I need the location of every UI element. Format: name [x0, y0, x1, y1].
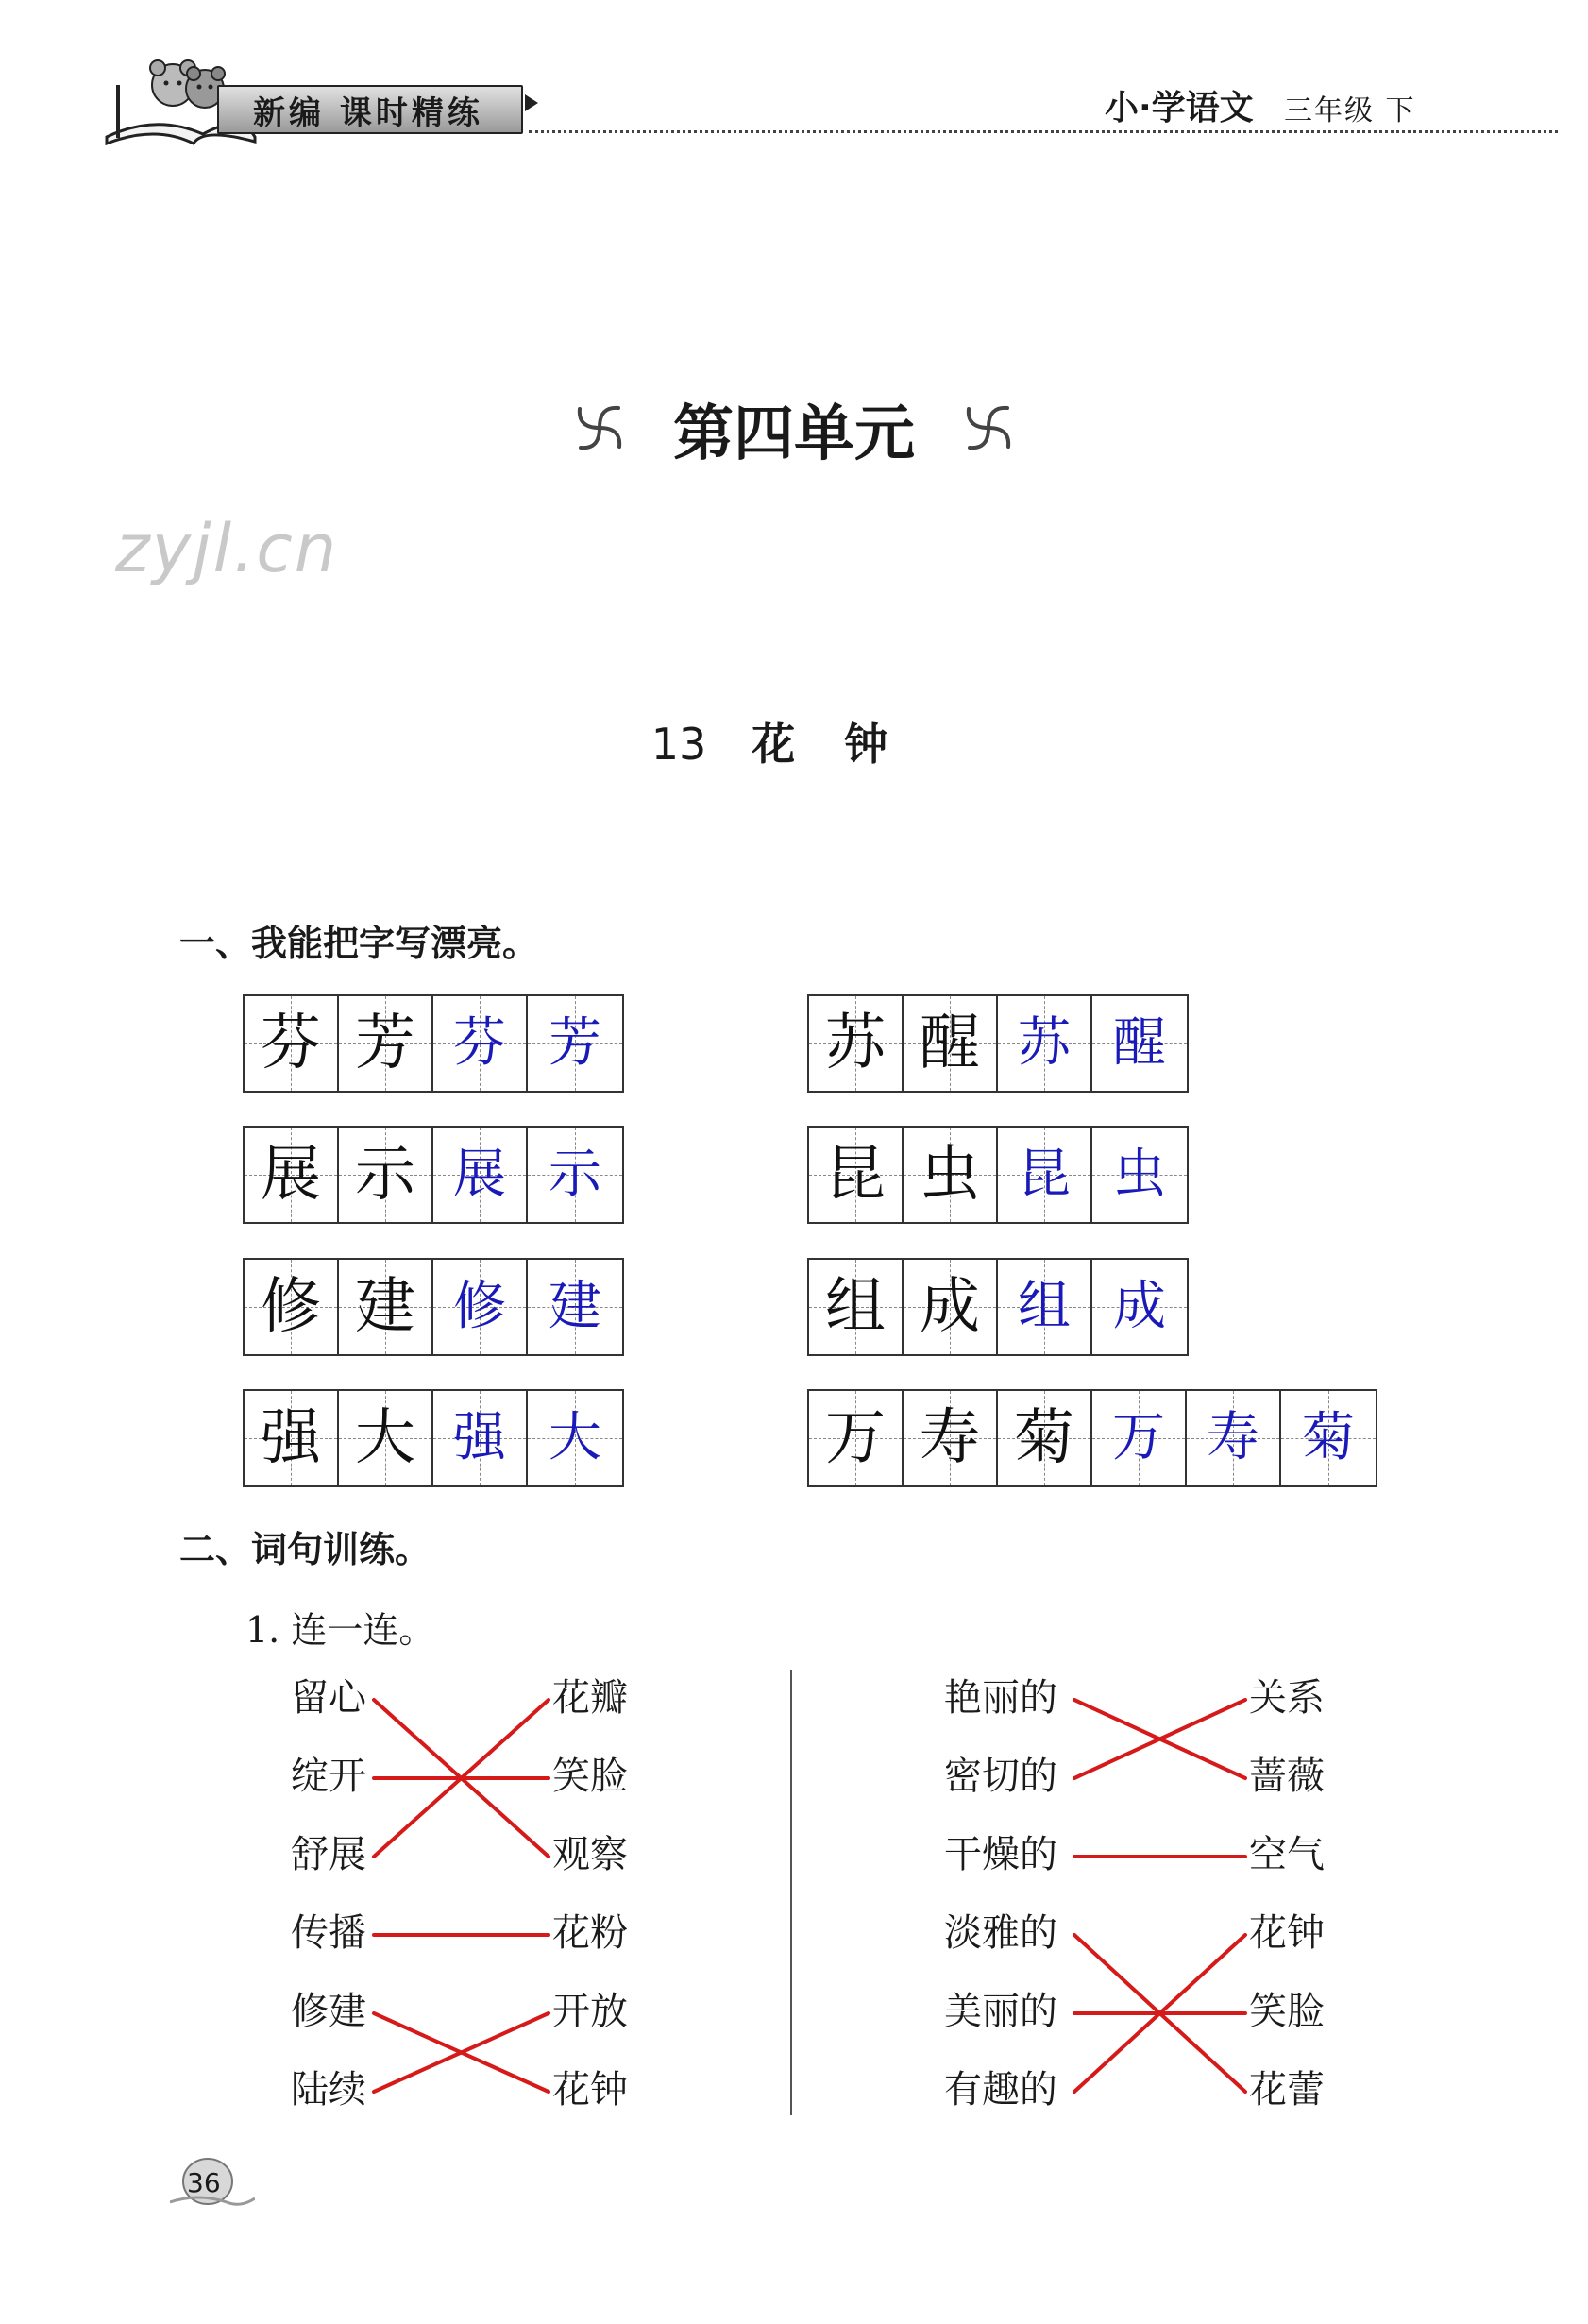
model-character-cell[interactable] [245, 1128, 339, 1222]
watermark: zyjl.cn [115, 510, 339, 587]
written-character-cell[interactable] [433, 1260, 528, 1354]
match-right-word[interactable]: 蔷薇 [1249, 1755, 1325, 1798]
model-character-cell[interactable] [809, 1391, 904, 1485]
written-character: 昆 [1018, 1144, 1071, 1205]
written-character: 建 [549, 1276, 601, 1337]
writing-grid [807, 1389, 1377, 1487]
match-line [374, 1700, 549, 1857]
match-left-word[interactable]: 陆续 [291, 2068, 366, 2112]
model-character-cell[interactable] [998, 1391, 1092, 1485]
match-left-word[interactable]: 淡雅的 [944, 1911, 1057, 1955]
model-character: 大 [355, 1403, 415, 1473]
written-character: 芳 [549, 1012, 601, 1074]
writing-grid [243, 1389, 624, 1487]
match-line [1074, 1700, 1245, 1778]
written-character: 修 [453, 1276, 506, 1337]
written-character-cell[interactable] [1092, 1128, 1187, 1222]
lesson-name: 花钟 [752, 719, 938, 770]
writing-grid [807, 1258, 1189, 1356]
match-right-word[interactable]: 笑脸 [552, 1755, 628, 1798]
match-left-word[interactable]: 密切的 [944, 1755, 1057, 1798]
model-character-cell[interactable] [904, 1128, 998, 1222]
section-1-heading: 一、我能把字写漂亮。 [179, 923, 539, 964]
match-line [1074, 1935, 1245, 2092]
model-character-cell[interactable] [245, 1260, 339, 1354]
written-character-cell[interactable] [1092, 1260, 1187, 1354]
written-character-cell[interactable] [528, 1391, 622, 1485]
written-character-cell[interactable] [1187, 1391, 1281, 1485]
written-character: 苏 [1018, 1012, 1071, 1074]
section-2-heading: 二、词句训练。 [179, 1529, 431, 1570]
model-character-cell[interactable] [339, 1128, 433, 1222]
model-character: 醒 [920, 1009, 980, 1078]
match-right-word[interactable]: 花瓣 [552, 1676, 628, 1720]
grade-label: 三年级 下 [1284, 94, 1416, 127]
model-character-cell[interactable] [339, 1260, 433, 1354]
match-right-word[interactable]: 花钟 [1249, 1911, 1325, 1955]
written-character: 组 [1018, 1276, 1071, 1337]
written-character-cell[interactable] [433, 996, 528, 1091]
match-line [374, 1700, 549, 1857]
written-character: 寿 [1207, 1407, 1259, 1468]
match-left-word[interactable]: 传播 [291, 1911, 366, 1955]
model-character: 成 [920, 1272, 980, 1342]
model-character: 组 [825, 1272, 886, 1342]
written-character: 成 [1113, 1276, 1166, 1337]
match-right-word[interactable]: 开放 [552, 1990, 628, 2033]
model-character: 昆 [825, 1140, 886, 1210]
header-dotted-rule [529, 130, 1558, 133]
model-character: 展 [261, 1140, 321, 1210]
match-left-word[interactable]: 修建 [291, 1990, 366, 2033]
model-character-cell[interactable] [809, 1128, 904, 1222]
written-character-cell[interactable] [528, 996, 622, 1091]
written-character: 大 [549, 1407, 601, 1468]
written-character: 虫 [1113, 1144, 1166, 1205]
match-left-word[interactable]: 有趣的 [944, 2068, 1057, 2112]
model-character-cell[interactable] [339, 996, 433, 1091]
model-character: 示 [355, 1140, 415, 1210]
written-character-cell[interactable] [1281, 1391, 1376, 1485]
match-right-word[interactable]: 花蕾 [1249, 2068, 1325, 2112]
model-character: 芳 [355, 1009, 415, 1078]
writing-grid [807, 1126, 1189, 1224]
written-character-cell[interactable] [528, 1128, 622, 1222]
written-character: 万 [1112, 1407, 1165, 1468]
model-character-cell[interactable] [245, 996, 339, 1091]
written-character-cell[interactable] [433, 1391, 528, 1485]
model-character-cell[interactable] [245, 1391, 339, 1485]
match-left-word[interactable]: 绽开 [291, 1755, 366, 1798]
model-character: 菊 [1014, 1403, 1074, 1473]
model-character: 芬 [261, 1009, 321, 1078]
writing-grid [243, 1258, 624, 1356]
model-character: 寿 [920, 1403, 980, 1473]
match-left-word[interactable]: 舒展 [291, 1833, 366, 1876]
unit-title: 第四单元 [673, 399, 915, 469]
match-right-word[interactable]: 笑脸 [1249, 1990, 1325, 2033]
triangle-arrow-icon [525, 94, 538, 111]
writing-grid [807, 994, 1189, 1093]
matching-divider [790, 1670, 792, 2115]
model-character-cell[interactable] [904, 1260, 998, 1354]
subject-label: 小·学语文 [1105, 89, 1254, 127]
match-line [374, 2013, 549, 2092]
written-character: 展 [453, 1144, 506, 1205]
swirl-ornament-icon [955, 395, 1022, 461]
written-character: 芬 [453, 1012, 506, 1074]
page-number: 36 [187, 2167, 221, 2198]
match-left-word[interactable]: 艳丽的 [944, 1676, 1057, 1720]
match-left-word[interactable]: 留心 [291, 1676, 366, 1720]
match-left-word[interactable]: 美丽的 [944, 1990, 1057, 2033]
lesson-title [0, 710, 1588, 772]
writing-grid [243, 1126, 624, 1224]
match-right-word[interactable]: 花钟 [552, 2068, 628, 2112]
written-character-cell[interactable] [1092, 1391, 1187, 1485]
model-character-cell[interactable] [339, 1391, 433, 1485]
question-1-label: 1. 连一连。 [245, 1609, 435, 1651]
match-line [1074, 1935, 1245, 2092]
model-character-cell[interactable] [809, 1260, 904, 1354]
model-character-cell[interactable] [904, 1391, 998, 1485]
written-character: 醒 [1113, 1012, 1166, 1074]
model-character: 虫 [920, 1140, 980, 1210]
written-character-cell[interactable] [998, 1128, 1092, 1222]
written-character-cell[interactable] [1092, 996, 1187, 1091]
written-character-cell[interactable] [433, 1128, 528, 1222]
written-character-cell[interactable] [998, 996, 1092, 1091]
written-character: 示 [549, 1144, 601, 1205]
model-character: 建 [355, 1272, 415, 1342]
match-right-word[interactable]: 花粉 [552, 1911, 628, 1955]
written-character-cell[interactable] [528, 1260, 622, 1354]
model-character-cell[interactable] [809, 996, 904, 1091]
match-line [1074, 1700, 1245, 1778]
model-character-cell[interactable] [904, 996, 998, 1091]
match-right-word[interactable]: 观察 [552, 1833, 628, 1876]
series-brand: 新编 课时精练 [253, 94, 483, 132]
model-character: 强 [261, 1403, 321, 1473]
model-character: 万 [825, 1403, 886, 1473]
model-character: 苏 [825, 1009, 886, 1078]
lesson-number: 13 [650, 719, 707, 770]
written-character-cell[interactable] [998, 1260, 1092, 1354]
match-left-word[interactable]: 干燥的 [944, 1833, 1057, 1876]
model-character: 修 [261, 1272, 321, 1342]
match-right-word[interactable]: 关系 [1249, 1676, 1325, 1720]
written-character: 强 [453, 1407, 506, 1468]
match-right-word[interactable]: 空气 [1249, 1833, 1325, 1876]
written-character: 菊 [1302, 1407, 1355, 1468]
writing-grid [243, 994, 624, 1093]
match-line [374, 2013, 549, 2092]
